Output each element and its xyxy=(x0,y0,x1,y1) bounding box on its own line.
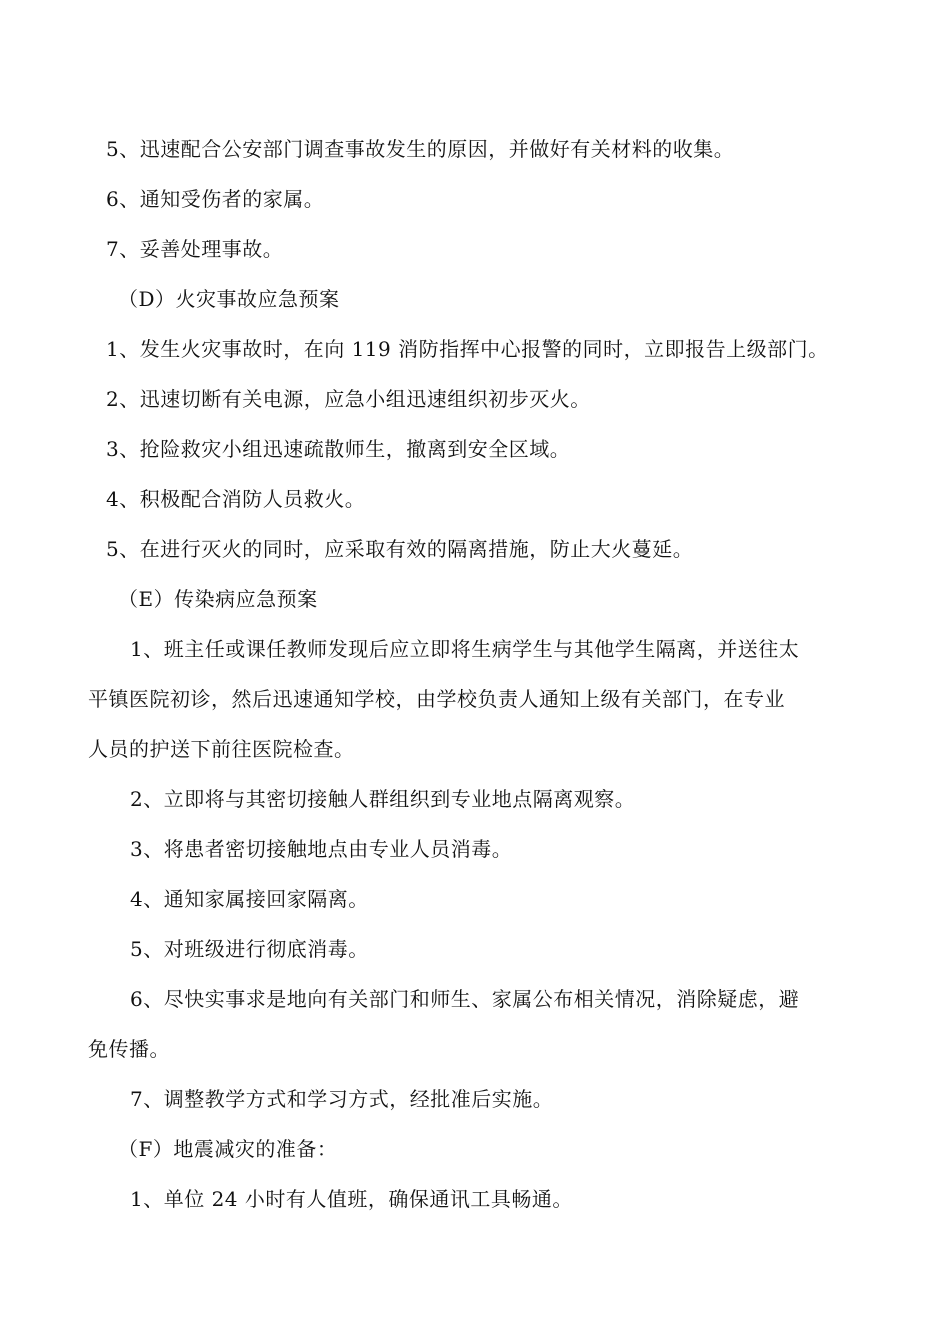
text-line: 1、单位 24 小时有人值班，确保通讯工具畅通。 xyxy=(130,1187,573,1211)
text-line: 2、迅速切断有关电源，应急小组迅速组织初步灭火。 xyxy=(106,387,591,411)
text-line: 5、对班级进行彻底消毒。 xyxy=(130,937,369,961)
text-line: 5、在进行灭火的同时，应采取有效的隔离措施，防止大火蔓延。 xyxy=(106,537,694,561)
text-line: 4、积极配合消防人员救火。 xyxy=(106,487,366,511)
section-heading-d: （D）火灾事故应急预案 xyxy=(118,287,340,311)
text-line: 1、发生火灾事故时，在向 119 消防指挥中心报警的同时，立即报告上级部门。 xyxy=(106,337,829,361)
text-line: 5、迅速配合公安部门调查事故发生的原因，并做好有关材料的收集。 xyxy=(106,137,735,161)
text-line: 6、通知受伤者的家属。 xyxy=(106,187,325,211)
text-line: 7、调整教学方式和学习方式，经批准后实施。 xyxy=(130,1087,554,1111)
text-line: 2、立即将与其密切接触人群组织到专业地点隔离观察。 xyxy=(130,787,636,811)
section-heading-e: （E）传染病应急预案 xyxy=(118,587,318,611)
text-line: 免传播。 xyxy=(88,1037,170,1061)
text-line: 3、将患者密切接触地点由专业人员消毒。 xyxy=(130,837,513,861)
text-line: 3、抢险救灾小组迅速疏散师生，撤离到安全区域。 xyxy=(106,437,571,461)
text-line: 4、通知家属接回家隔离。 xyxy=(130,887,369,911)
text-line: 6、尽快实事求是地向有关部门和师生、家属公布相关情况，消除疑虑，避 xyxy=(130,987,800,1011)
section-heading-f: （F）地震减灾的准备： xyxy=(118,1137,338,1161)
text-line: 平镇医院初诊，然后迅速通知学校，由学校负责人通知上级有关部门，在专业 xyxy=(88,687,785,711)
text-line: 7、妥善处理事故。 xyxy=(106,237,284,261)
text-line: 1、班主任或课任教师发现后应立即将生病学生与其他学生隔离，并送往太 xyxy=(130,637,800,661)
text-line: 人员的护送下前往医院检查。 xyxy=(88,737,355,761)
